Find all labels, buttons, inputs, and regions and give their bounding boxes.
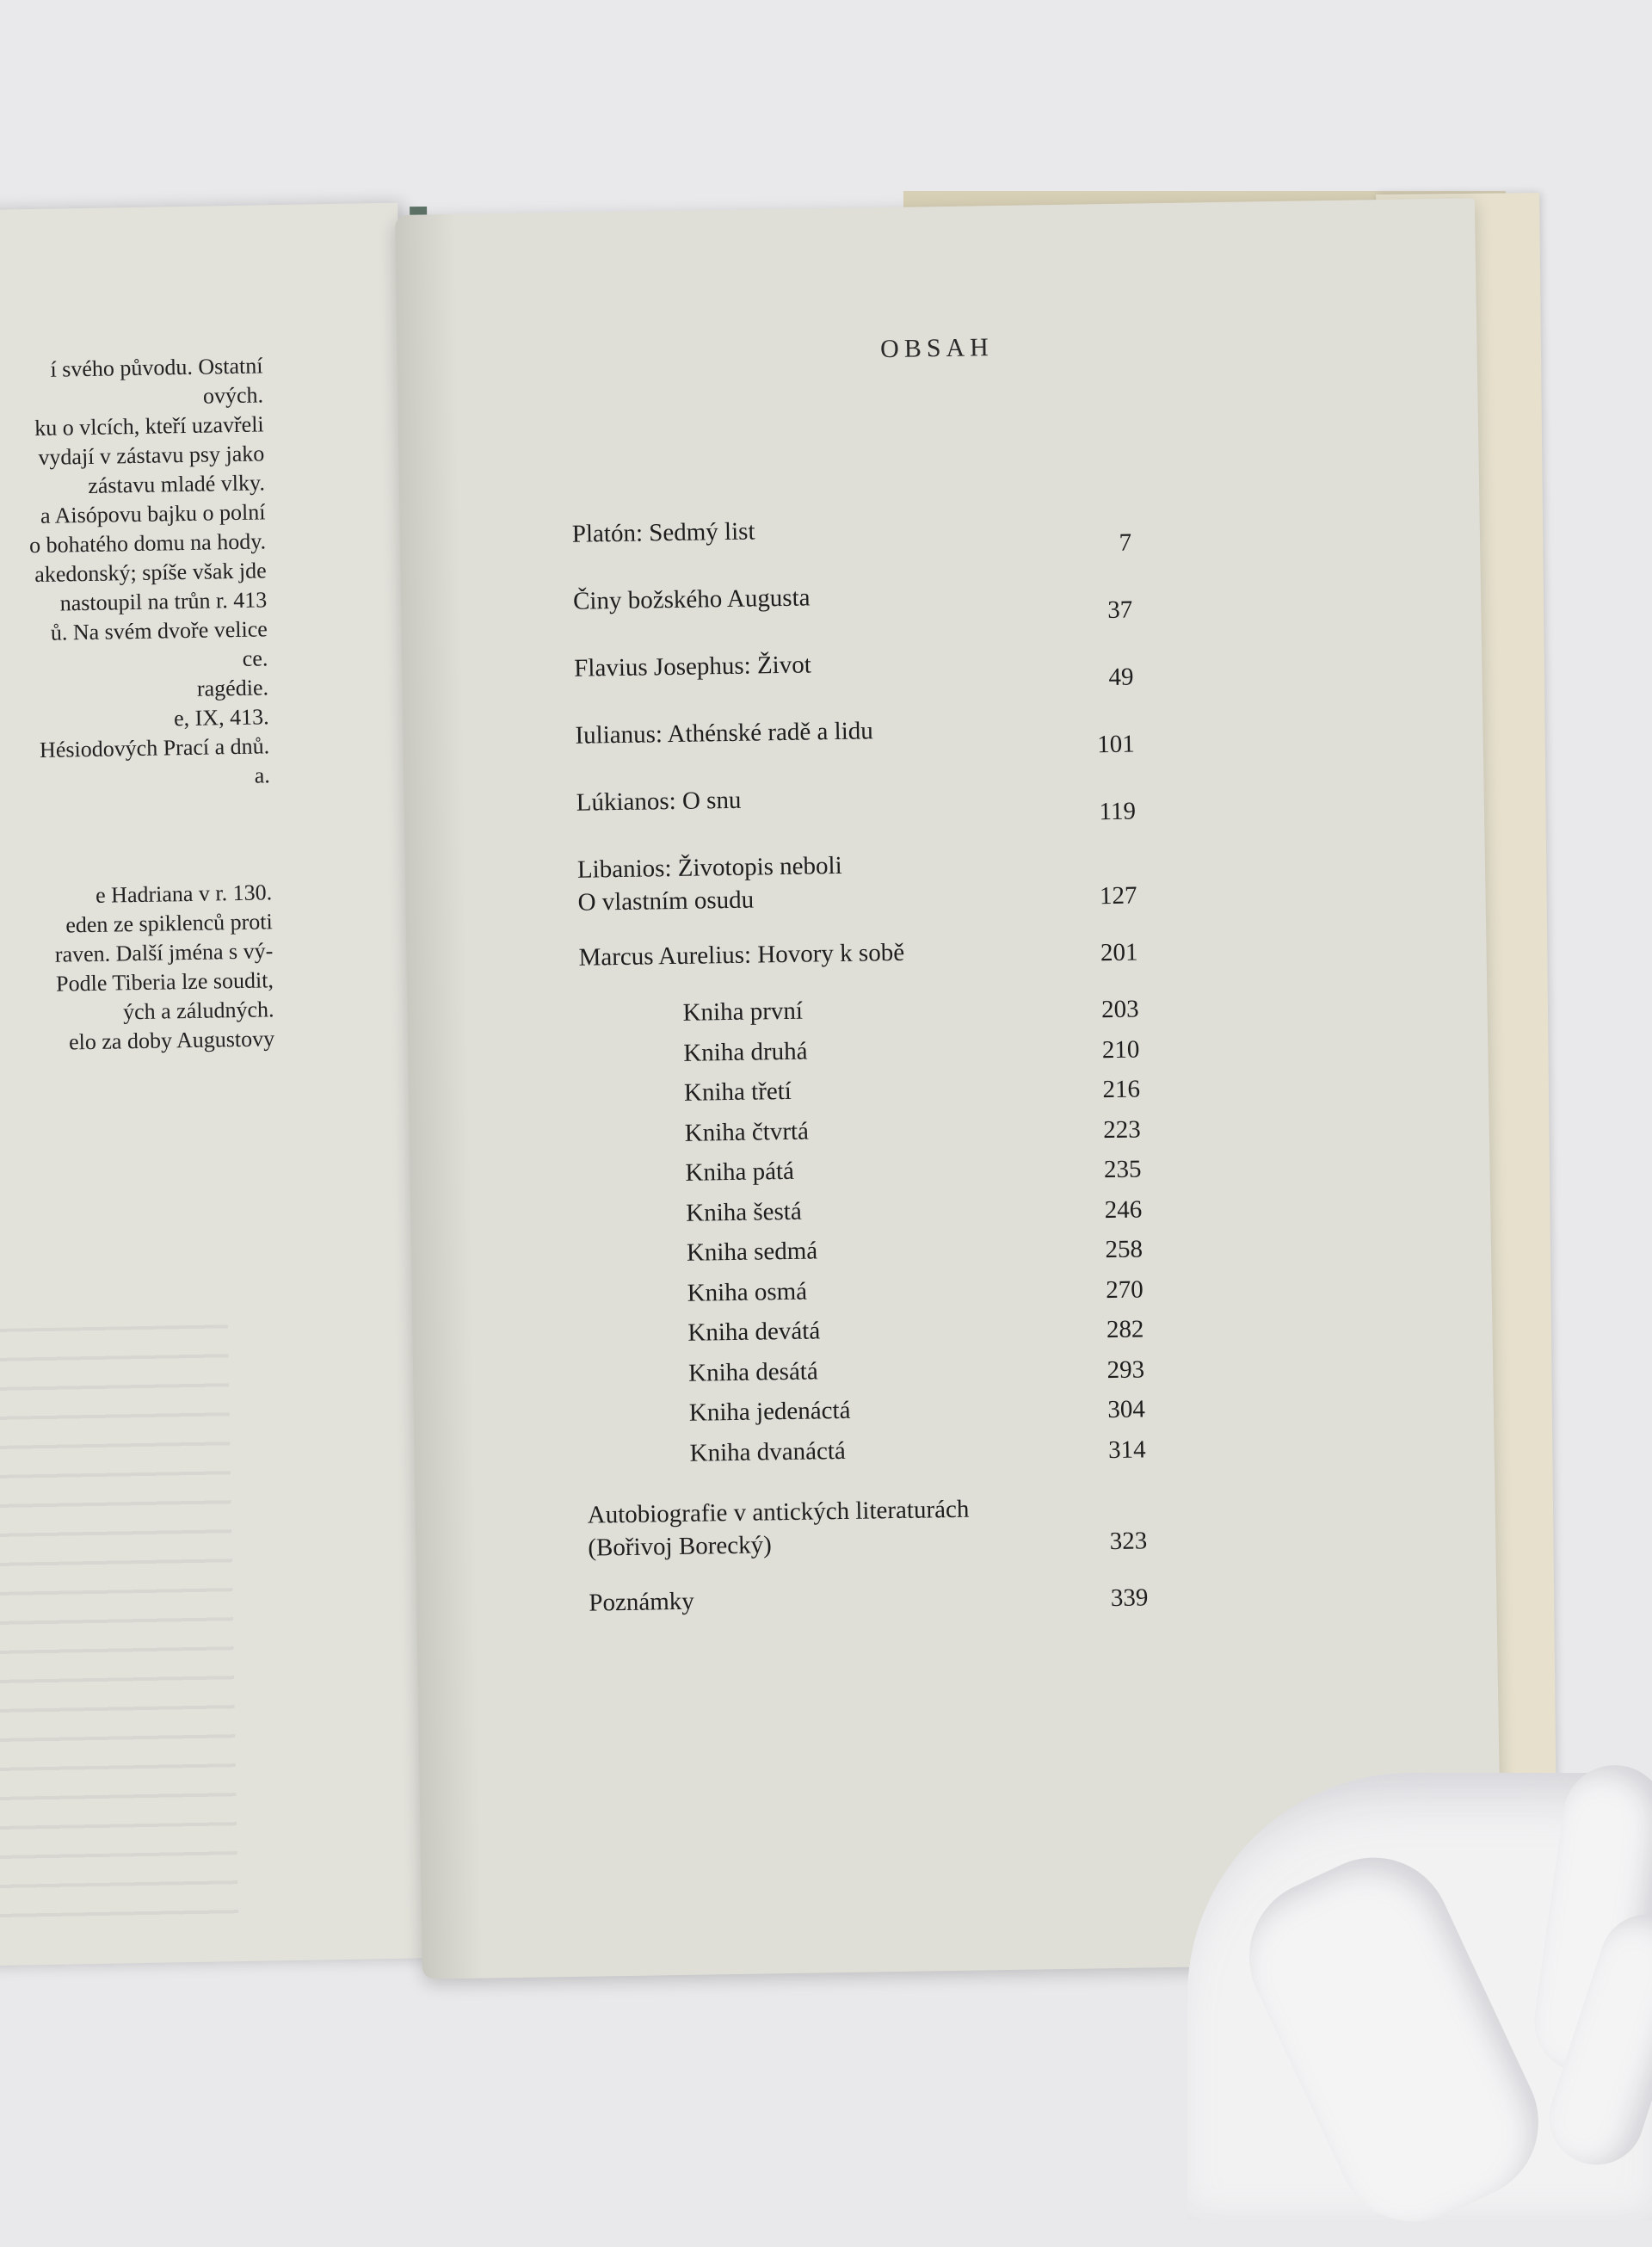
left-line: ce. bbox=[242, 645, 268, 671]
toc-book-title: Kniha pátá bbox=[685, 1157, 795, 1187]
table-of-contents bbox=[572, 509, 1149, 1640]
toc-book-page: 210 bbox=[1101, 1035, 1140, 1064]
toc-entry-page: 339 bbox=[1110, 1583, 1149, 1613]
toc-entry bbox=[578, 933, 1138, 978]
left-line: vydají v zástavu psy jako bbox=[38, 441, 265, 470]
toc-entry bbox=[577, 845, 1137, 924]
left-page-text bbox=[0, 351, 274, 1059]
left-line: zástavu mladé vlky. bbox=[88, 470, 266, 498]
toc-entry bbox=[574, 644, 1134, 702]
left-line: ku o vlcích, kteří uzavřeli bbox=[34, 411, 264, 441]
left-line: a Aisópovu bajku o polní bbox=[40, 499, 266, 528]
toc-entry-title: Libanios: Životopis neboli bbox=[576, 851, 842, 884]
toc-book-list bbox=[579, 986, 1146, 1475]
toc-book-title: Kniha devátá bbox=[687, 1317, 821, 1347]
toc-entry-title-line2: O vlastním osudu bbox=[577, 886, 755, 917]
left-line: Podle Tiberia lze soudit, bbox=[55, 967, 274, 997]
toc-book-title: Kniha třetí bbox=[683, 1077, 792, 1107]
left-line: raven. Další jména s vý- bbox=[54, 938, 274, 967]
toc-entry-title: Marcus Aurelius: Hovory k sobě bbox=[578, 938, 905, 972]
left-line: ových. bbox=[202, 382, 264, 409]
toc-entry-title: Flavius Josephus: Život bbox=[574, 651, 812, 682]
toc-entry-title: Lúkianos: O snu bbox=[576, 786, 742, 817]
toc-entry-page: 127 bbox=[1099, 881, 1137, 911]
left-line: a. bbox=[254, 762, 270, 788]
left-line: eden ze spiklenců proti bbox=[65, 909, 273, 938]
toc-book-title: Kniha první bbox=[682, 997, 804, 1027]
contents-page bbox=[395, 198, 1502, 1978]
toc-book-title: Kniha sedmá bbox=[686, 1237, 818, 1267]
show-through-text bbox=[0, 1324, 238, 1931]
toc-entry-title: Platón: Sedmý list bbox=[571, 517, 755, 548]
toc-entry bbox=[572, 509, 1132, 568]
left-line: elo za doby Augustovy bbox=[68, 1026, 275, 1055]
toc-book-title: Kniha šestá bbox=[685, 1197, 802, 1227]
toc-book-page: 246 bbox=[1104, 1194, 1143, 1224]
toc-book-page: 282 bbox=[1106, 1315, 1144, 1344]
toc-book-title: Kniha osmá bbox=[687, 1277, 808, 1307]
left-line: nastoupil na trůn r. 413 bbox=[59, 587, 268, 616]
left-line: e Hadriana v r. 130. bbox=[95, 880, 273, 908]
left-line: o bohatého domu na hody. bbox=[28, 528, 267, 559]
toc-entry-page: 201 bbox=[1100, 938, 1138, 967]
toc-book-page: 293 bbox=[1106, 1355, 1145, 1384]
toc-entry bbox=[573, 577, 1133, 635]
toc-entry-title: Poznámky bbox=[589, 1587, 695, 1617]
toc-entry-title-line2: (Bořivoj Borecký) bbox=[588, 1531, 772, 1562]
toc-book-page: 203 bbox=[1100, 995, 1139, 1024]
toc-book-page: 314 bbox=[1107, 1435, 1146, 1464]
left-line: e, IX, 413. bbox=[173, 704, 269, 732]
left-page bbox=[0, 203, 428, 1966]
toc-entry-page: 7 bbox=[1119, 528, 1132, 557]
left-line: ů. Na svém dvoře velice bbox=[50, 616, 268, 645]
toc-entry bbox=[576, 778, 1136, 836]
left-line: Hésiodových Prací a dnů. bbox=[39, 733, 270, 762]
toc-entry bbox=[587, 1490, 1147, 1569]
toc-entry-page: 119 bbox=[1099, 797, 1137, 826]
toc-book-title: Kniha dvanáctá bbox=[689, 1436, 847, 1467]
toc-entry-title: Autobiografie v antických literaturách bbox=[587, 1495, 970, 1529]
left-line: í svého původu. Ostatní bbox=[50, 353, 263, 382]
toc-book bbox=[586, 1426, 1146, 1475]
toc-book-page: 304 bbox=[1107, 1395, 1146, 1424]
toc-book-title: Kniha desátá bbox=[687, 1356, 818, 1387]
toc-book-title: Kniha jedenáctá bbox=[688, 1396, 851, 1427]
toc-book-title: Kniha druhá bbox=[683, 1037, 808, 1067]
toc-entry-page: 49 bbox=[1108, 663, 1134, 692]
left-line: ých a záludných. bbox=[122, 997, 274, 1025]
toc-book-page: 235 bbox=[1103, 1155, 1142, 1184]
toc-entry-title: Iulianus: Athénské radě a lidu bbox=[575, 717, 874, 750]
left-line: ragédie. bbox=[196, 675, 269, 701]
toc-entry bbox=[589, 1577, 1149, 1622]
toc-book-page: 216 bbox=[1102, 1075, 1141, 1104]
left-line: akedonský; spíše však jde bbox=[34, 558, 267, 588]
toc-book-page: 223 bbox=[1103, 1115, 1142, 1144]
toc-book-title: Kniha čtvrtá bbox=[684, 1117, 810, 1147]
toc-entry-page: 323 bbox=[1109, 1527, 1148, 1556]
toc-entry-title: Činy božského Augusta bbox=[572, 583, 811, 615]
toc-book-page: 270 bbox=[1105, 1275, 1143, 1304]
toc-entry-page: 101 bbox=[1096, 730, 1135, 759]
toc-entry-page: 37 bbox=[1107, 596, 1133, 625]
toc-entry bbox=[575, 711, 1135, 769]
toc-heading: OBSAH bbox=[879, 333, 995, 364]
toc-book-page: 258 bbox=[1105, 1235, 1143, 1264]
